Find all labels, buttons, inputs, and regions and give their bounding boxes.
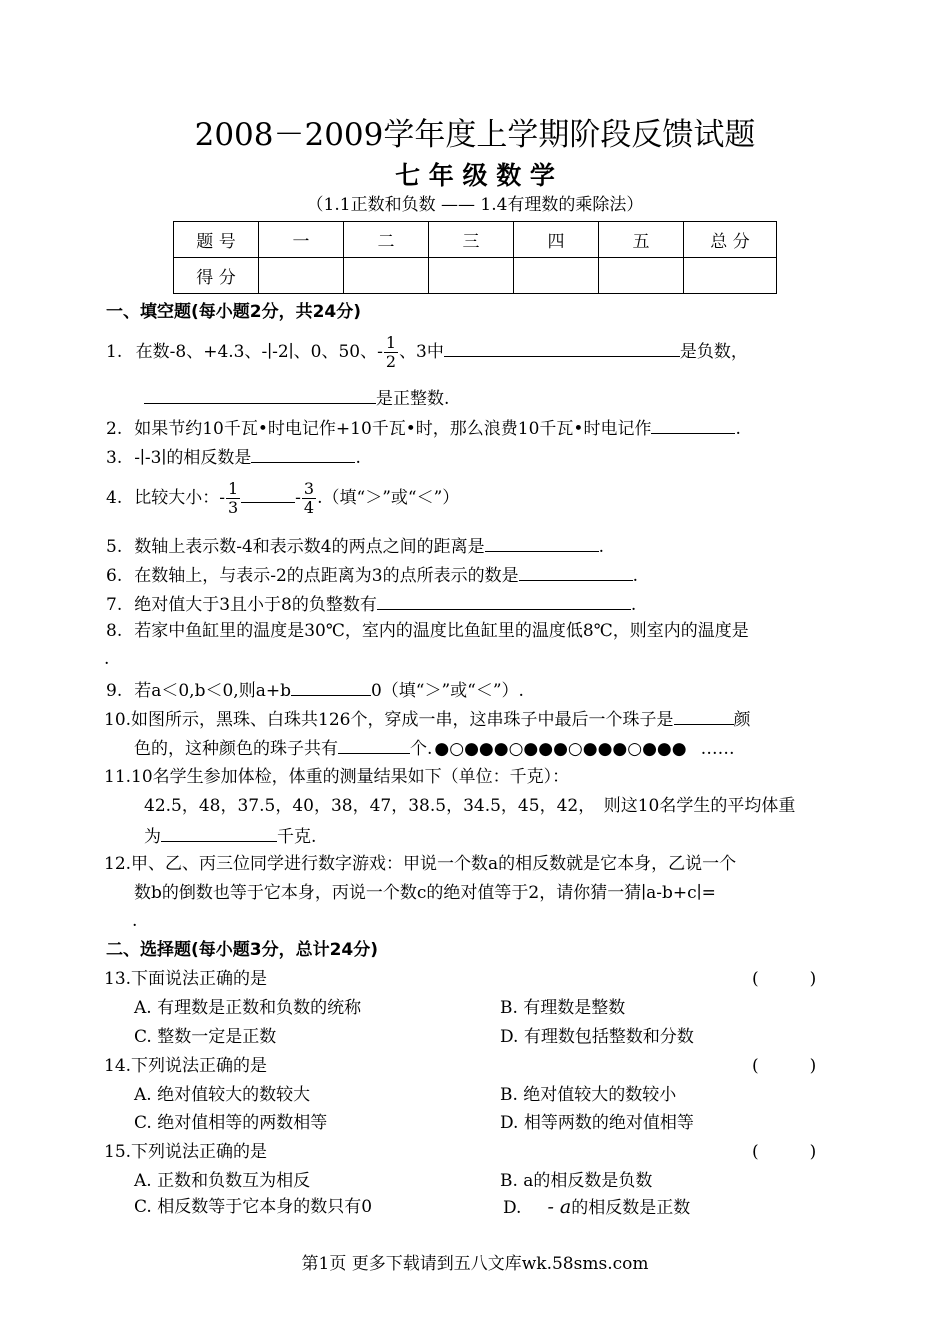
answer-blank[interactable] — [674, 707, 734, 725]
score-table-header-row — [174, 222, 777, 258]
q7-text: . — [630, 595, 637, 615]
numerator: 1 — [385, 333, 397, 352]
score-input-cell[interactable] — [259, 258, 344, 294]
q9-text: 0（填“＞”或“＜”）. — [370, 681, 524, 701]
q4-text: 比较大小：- — [134, 488, 225, 508]
table-cell: 题 号 — [174, 222, 259, 258]
table-cell: 三 — [429, 222, 514, 258]
section2-title: 二、选择题(每小题3分，总计24分) — [106, 940, 379, 960]
q11-text: 千克. — [277, 827, 317, 847]
page-footer: 第1页 更多下载请到五八文库wk.58sms.com — [301, 1254, 649, 1274]
q11-text: 为 — [144, 827, 161, 847]
question-number: 9. — [106, 681, 123, 701]
q10-text: 个. — [410, 739, 433, 759]
question-12 — [104, 853, 736, 875]
q14-stem: 下列说法正确的是 — [131, 1056, 268, 1076]
question-10-line2 — [134, 736, 735, 760]
question-number: 8. — [106, 621, 123, 641]
score-input-cell[interactable] — [429, 258, 514, 294]
scope-subtitle: （1.1正数和负数 —— 1.4有理数的乘除法） — [306, 195, 644, 215]
numerator: 1 — [227, 479, 239, 498]
q4-text: .（填“＞”或“＜”） — [317, 488, 460, 508]
question-10 — [104, 707, 751, 731]
option-d-text: 的相反数是正数 — [571, 1198, 691, 1218]
question-3 — [106, 445, 361, 469]
table-cell: 总 分 — [684, 222, 777, 258]
answer-blank[interactable] — [519, 563, 633, 581]
question-number: 4. — [106, 488, 123, 508]
option-a[interactable]: A. 绝对值较大的数较大 — [134, 1085, 311, 1105]
score-table — [173, 221, 777, 294]
option-c[interactable]: C. 绝对值相等的两数相等 — [134, 1113, 328, 1133]
q5-text: 数轴上表示数-4和表示数4的两点之间的距离是 — [134, 537, 485, 557]
answer-blank[interactable] — [241, 485, 295, 503]
score-table-score-row — [174, 258, 777, 294]
question-6 — [106, 563, 638, 587]
question-4 — [106, 476, 459, 520]
question-15-stem — [104, 1141, 267, 1163]
table-cell: 四 — [514, 222, 599, 258]
q6-text: . — [632, 566, 639, 586]
answer-blank[interactable] — [338, 736, 410, 754]
fraction-one-half — [384, 334, 398, 371]
answer-paren[interactable]: ( ) — [752, 969, 817, 989]
denominator: 4 — [303, 498, 315, 517]
answer-blank[interactable] — [444, 339, 680, 357]
question-number: 12. — [104, 854, 132, 874]
table-cell: 五 — [599, 222, 684, 258]
q1-text: 是正整数. — [376, 389, 450, 409]
option-a[interactable]: A. 有理数是正数和负数的统称 — [134, 998, 362, 1018]
question-8 — [106, 620, 749, 642]
question-number: 2. — [106, 419, 123, 439]
page-title: 2008－2009学年度上学期阶段反馈试题 — [194, 117, 756, 153]
answer-paren[interactable]: ( ) — [752, 1056, 817, 1076]
question-7 — [106, 592, 636, 616]
q1-text: 是负数， — [679, 342, 748, 362]
question-8-end: . — [104, 649, 110, 669]
answer-blank[interactable] — [377, 592, 631, 610]
q10-text: 色的，这种颜色的珠子共有 — [134, 739, 338, 759]
answer-blank[interactable] — [161, 824, 277, 842]
answer-blank[interactable] — [651, 416, 735, 434]
q3-text: . — [355, 448, 361, 468]
table-cell: 得 分 — [174, 258, 259, 294]
question-5 — [106, 534, 604, 558]
ellipsis: …… — [700, 739, 735, 759]
option-b[interactable]: B. 绝对值较大的数较小 — [500, 1085, 677, 1105]
question-9 — [106, 678, 524, 702]
question-11 — [104, 766, 569, 788]
q4-text: - — [295, 488, 301, 508]
question-number: 3. — [106, 448, 123, 468]
question-number: 5. — [106, 537, 123, 557]
question-14-stem — [104, 1055, 267, 1077]
q3-text: -∣-3∣的相反数是 — [134, 448, 252, 468]
q9-text: 若a＜0,b＜0,则a+b — [134, 681, 291, 701]
q12-text: 甲、乙、丙三位同学进行数字游戏：甲说一个数a的相反数就是它本身，乙说一个 — [131, 854, 737, 874]
question-13-stem — [104, 968, 267, 990]
question-number: 6. — [106, 566, 123, 586]
fraction-three-quarters — [302, 480, 316, 517]
question-number: 14. — [104, 1056, 132, 1076]
option-d[interactable]: D. 相等两数的绝对值相等 — [500, 1113, 694, 1133]
question-12-end: . — [132, 911, 138, 931]
q10-text: 如图所示，黑珠、白珠共126个，穿成一串，这串珠子中最后一个珠子是 — [131, 710, 674, 730]
q11-text: 10名学生参加体检，体重的测量结果如下（单位：千克）： — [131, 767, 570, 787]
answer-blank[interactable] — [251, 445, 355, 463]
option-d[interactable]: D. 有理数包括整数和分数 — [500, 1027, 694, 1047]
score-input-cell[interactable] — [514, 258, 599, 294]
question-number: 1. — [106, 342, 123, 362]
option-b[interactable]: B. a的相反数是负数 — [500, 1171, 653, 1191]
score-input-cell[interactable] — [684, 258, 777, 294]
question-11-line3 — [144, 824, 316, 848]
option-a[interactable]: A. 正数和负数互为相反 — [134, 1171, 311, 1191]
denominator: 2 — [385, 352, 397, 371]
answer-blank[interactable] — [144, 386, 376, 404]
q2-text: 如果节约10千瓦•时电记作+10千瓦•时，那么浪费10千瓦•时电记作 — [134, 419, 652, 439]
question-1-line2 — [144, 386, 449, 410]
question-12-line2: 数b的倒数也等于它本身，丙说一个数c的绝对值等于2，请你猜一猜∣a-b+c∣= — [134, 883, 716, 903]
q7-text: 绝对值大于3且小于8的负整数有 — [134, 595, 377, 615]
q13-stem: 下面说法正确的是 — [131, 969, 268, 989]
question-number: 13. — [104, 969, 132, 989]
question-number: 11. — [104, 767, 132, 787]
option-d-variable: - a — [547, 1196, 572, 1218]
bead-string: ●○●●●○●●●○●●●○●●● — [434, 739, 687, 759]
q6-text: 在数轴上，与表示-2的点距离为3的点所表示的数是 — [134, 566, 519, 586]
question-number: 10. — [104, 710, 132, 730]
q5-text: . — [598, 537, 605, 557]
q15-stem: 下列说法正确的是 — [131, 1142, 268, 1162]
answer-blank[interactable] — [485, 534, 599, 552]
question-number: 7. — [106, 595, 123, 615]
q2-text: . — [735, 419, 741, 439]
denominator: 3 — [227, 498, 239, 517]
q1-text: 在数-8、+4.3、-∣-2∣、0、50、- — [135, 342, 383, 362]
answer-blank[interactable] — [291, 678, 371, 696]
score-input-cell[interactable] — [599, 258, 684, 294]
question-11-line2: 42.5，48，37.5，40，38，47，38.5，34.5，45，42， 则这10名学生的平均体重 — [144, 796, 796, 816]
table-cell: 一 — [259, 222, 344, 258]
numerator: 3 — [303, 479, 315, 498]
question-1 — [106, 330, 748, 374]
subject-title: 七 年 级 数 学 — [395, 161, 555, 190]
q8-text: 若家中鱼缸里的温度是30℃，室内的温度比鱼缸里的温度低8℃，则室内的温度是 — [134, 621, 749, 641]
option-b[interactable]: B. 有理数是整数 — [500, 998, 626, 1018]
q1-text: 、3中 — [399, 342, 444, 362]
fraction-one-third — [226, 480, 240, 517]
option-c[interactable]: C. 相反数等于它本身的数只有0 — [134, 1197, 373, 1217]
section1-title: 一、填空题(每小题2分，共24分) — [106, 302, 362, 322]
question-2 — [106, 416, 741, 440]
option-c[interactable]: C. 整数一定是正数 — [134, 1027, 277, 1047]
question-number: 15. — [104, 1142, 132, 1162]
answer-paren[interactable]: ( ) — [752, 1142, 817, 1162]
table-cell: 二 — [344, 222, 429, 258]
q10-text: 颜 — [733, 710, 751, 730]
option-d[interactable] — [503, 1196, 690, 1219]
option-d-label: D. — [503, 1198, 522, 1218]
score-input-cell[interactable] — [344, 258, 429, 294]
